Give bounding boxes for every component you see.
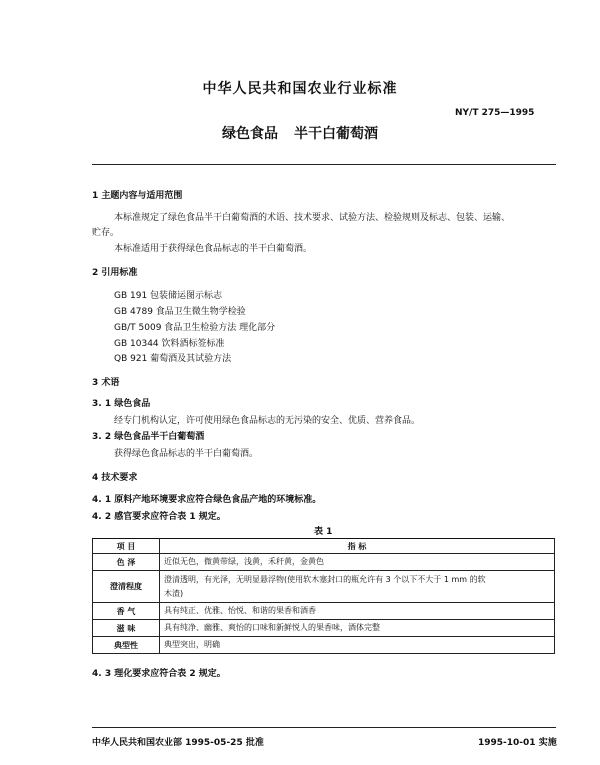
footer-divider (92, 727, 556, 728)
table-cell-item: 色 泽 (93, 554, 160, 571)
table-cell-value-line: 木渣) (164, 588, 184, 598)
table-1 (92, 538, 555, 654)
table-row (93, 620, 555, 637)
section-2-heading: 2 引用标准 (92, 268, 138, 278)
reference-item: GB 191 包装储运图示标志 (114, 291, 223, 301)
table-cell-value: 近似无色，微黄带绿，浅黄，禾秆黄，金黄色 (160, 554, 555, 571)
header-divider (92, 164, 556, 165)
term-3-2-heading: 3. 2 绿色食品半干白葡萄酒 (92, 432, 205, 442)
table-header-row (93, 539, 555, 554)
table-row (93, 603, 555, 620)
clause-4-2: 4. 2 感官要求应符合表 1 规定。 (92, 512, 226, 522)
reference-item: QB 921 葡萄酒及其试验方法 (114, 354, 232, 364)
section-1-para2: 本标准适用于获得绿色食品标志的半干白葡萄酒。 (114, 244, 313, 254)
table-cell-item: 澄清程度 (93, 571, 160, 603)
table-row (93, 554, 555, 571)
table-row (93, 637, 555, 654)
approval-date: 中华人民共和国农业部 1995-05-25 批准 (92, 738, 264, 748)
section-1-para1-line2: 贮存。 (92, 228, 120, 238)
term-3-2-text: 获得绿色食品标志的半干白葡萄酒。 (114, 449, 259, 459)
table-cell-item: 滋 味 (93, 620, 160, 637)
table-cell-value-line: 澄清透明，有光泽，无明显悬浮物(使用软木塞封口的瓶允许有 3 个以下不大于 1 mm 的软 (164, 574, 486, 584)
table-cell-value (160, 571, 555, 603)
table-col-item-header: 项 目 (93, 539, 160, 554)
term-3-1-text: 经专门机构认定，许可使用绿色食品标志的无污染的安全、优质、营养食品。 (114, 416, 421, 426)
section-4-heading: 4 技术要求 (92, 473, 138, 483)
reference-item: GB 4789 食品卫生微生物学检验 (114, 307, 246, 317)
implementation-date: 1995-10-01 实施 (478, 738, 557, 748)
table-cell-item: 香 气 (93, 603, 160, 620)
table-row (93, 571, 555, 603)
reference-item: GB/T 5009 食品卫生检验方法 理化部分 (114, 323, 276, 333)
table-col-index-header: 指 标 (160, 539, 555, 554)
term-3-1-heading: 3. 1 绿色食品 (92, 399, 151, 409)
standard-name: 中华人民共和国农业行业标准 (202, 81, 398, 97)
reference-item: GB 10344 饮料酒标签标准 (114, 339, 225, 349)
table-cell-value: 具有纯正、优雅、怡悦、和谐的果香和酒香 (160, 603, 555, 620)
title-part2: 半干白葡萄酒 (294, 126, 378, 142)
section-1-heading: 1 主题内容与适用范围 (92, 191, 183, 201)
standard-code: NY/T 275—1995 (455, 108, 535, 118)
page-title (0, 123, 600, 143)
clause-4-1: 4. 1 原料产地环境要求应符合绿色食品产地的环境标准。 (92, 495, 322, 505)
section-3-heading: 3 术语 (92, 378, 120, 388)
section-1-para1-line1: 本标准规定了绿色食品半干白葡萄酒的术语、技术要求、试验方法、检验规则及标志、包装、运输、 (114, 213, 511, 223)
title-part1: 绿色食品 (222, 126, 278, 142)
clause-4-3: 4. 3 理化要求应符合表 2 规定。 (92, 669, 226, 679)
table-cell-item: 典型性 (93, 637, 160, 654)
table-cell-value: 具有纯净、幽雅、爽怡的口味和新鲜悦人的果香味，酒体完整 (160, 620, 555, 637)
table-cell-value: 典型突出，明确 (160, 637, 555, 654)
table-1-caption: 表 1 (314, 527, 333, 537)
